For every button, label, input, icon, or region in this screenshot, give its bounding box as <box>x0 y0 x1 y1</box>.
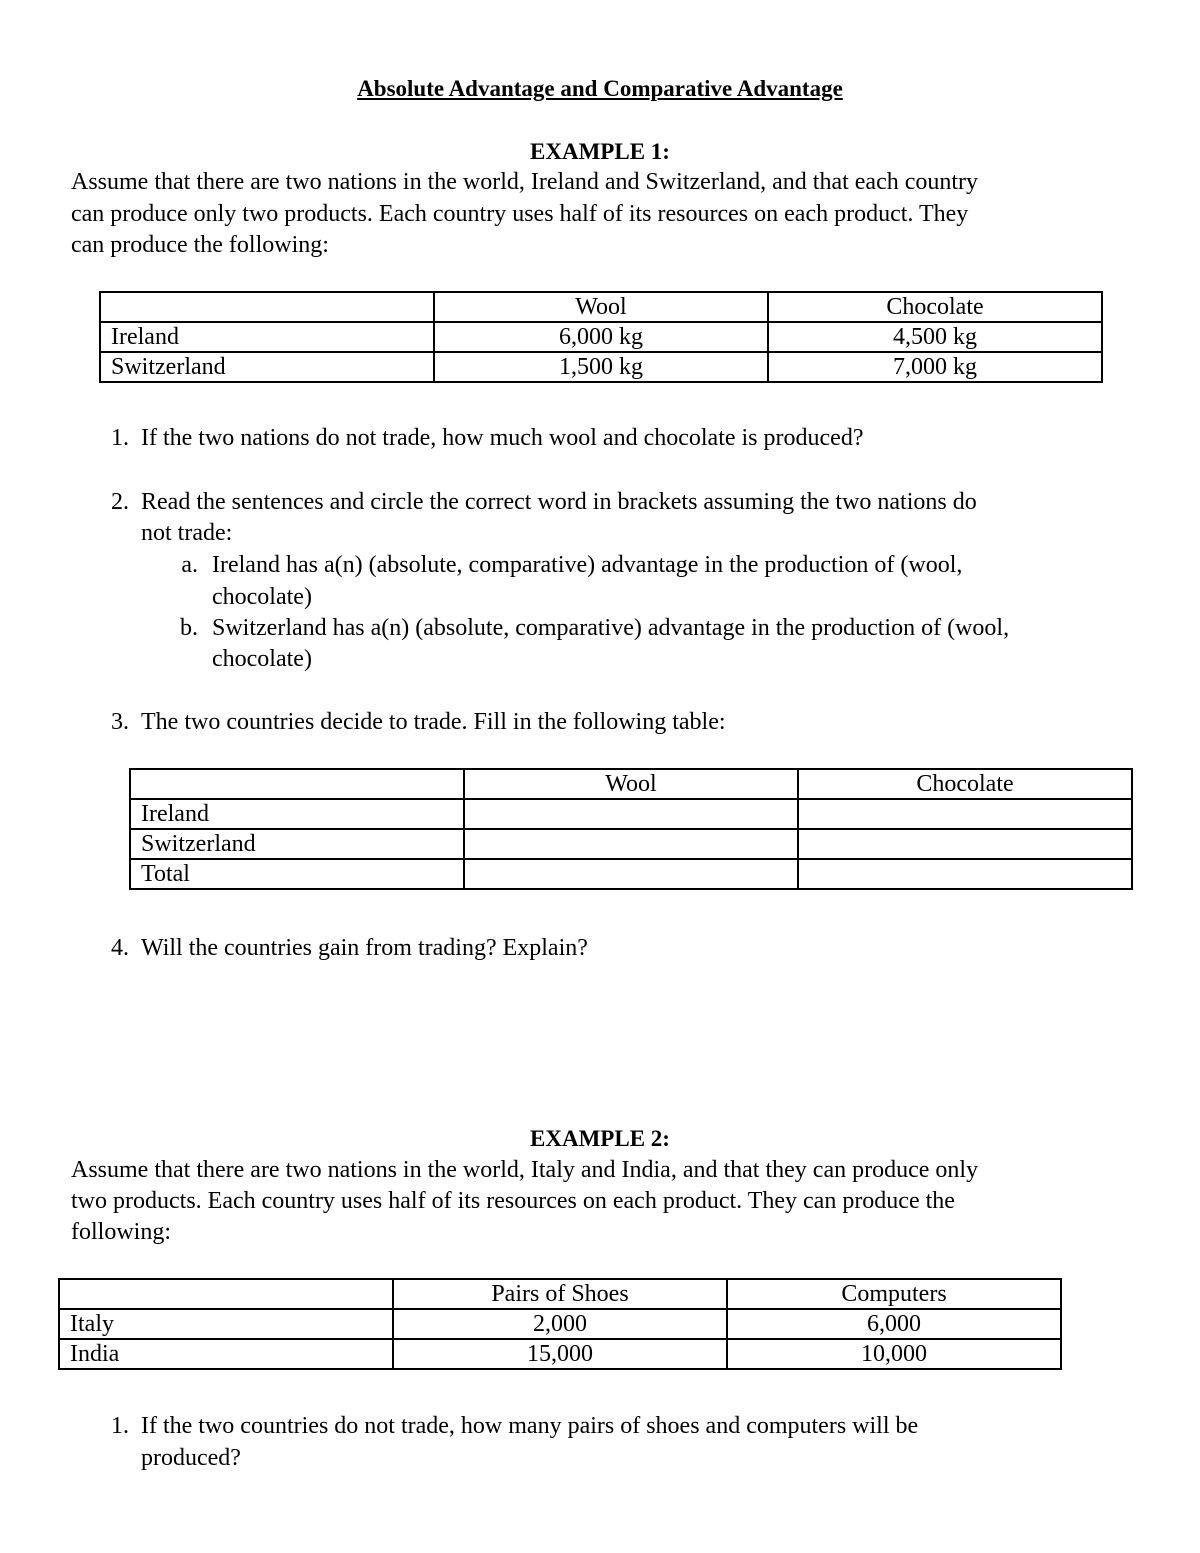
question-number: 1. <box>111 425 129 451</box>
table-cell: 6,000 <box>727 1309 1061 1339</box>
table-corner-cell <box>59 1279 393 1309</box>
table-cell: 7,000 kg <box>768 352 1102 382</box>
table-cell: 6,000 kg <box>434 322 768 352</box>
table-cell: 1,500 kg <box>434 352 768 382</box>
subquestion-text: Ireland has a(n) (absolute, comparative) advantage in the production of (wool, <box>212 552 963 578</box>
question-2 <box>101 487 977 518</box>
table-cell: 10,000 <box>727 1339 1061 1369</box>
blank-cell <box>798 859 1132 889</box>
example-2-intro-line-2: two products. Each country uses half of its resources on each product. They can produce the <box>71 1188 955 1214</box>
column-header-wool: Wool <box>434 292 768 322</box>
example-2-heading: EXAMPLE 2: <box>530 1126 670 1151</box>
question-number: 1. <box>111 1413 129 1439</box>
table-header-row <box>130 769 1132 799</box>
blank-cell <box>798 829 1132 859</box>
table-cell: 4,500 kg <box>768 322 1102 352</box>
table-header-row <box>59 1279 1061 1309</box>
blank-cell <box>464 799 798 829</box>
example-2-question-1 <box>101 1411 918 1442</box>
row-label-ireland: Ireland <box>130 799 464 829</box>
table-row <box>100 352 1102 382</box>
production-table-2 <box>58 1278 1062 1370</box>
page-title: Absolute Advantage and Comparative Advantage <box>357 76 843 101</box>
blank-cell <box>798 799 1132 829</box>
example-1-intro-line-3: can produce the following: <box>71 232 329 258</box>
question-2b-continuation: chocolate) <box>212 646 312 672</box>
question-4 <box>101 933 588 964</box>
subquestion-text: Switzerland has a(n) (absolute, comparative) advantage in the production of (wool, <box>212 615 1010 641</box>
question-3 <box>101 707 726 738</box>
question-text: Read the sentences and circle the correct word in brackets assuming the two nations do <box>141 489 977 515</box>
column-header-shoes: Pairs of Shoes <box>393 1279 727 1309</box>
question-1 <box>101 423 863 454</box>
question-2-continuation: not trade: <box>141 520 233 546</box>
question-number: 4. <box>111 935 129 961</box>
question-2a <box>174 550 962 581</box>
subquestion-letter: a. <box>181 552 198 578</box>
column-header-chocolate: Chocolate <box>768 292 1102 322</box>
row-label-india: India <box>59 1339 393 1369</box>
example-2-intro-line-1: Assume that there are two nations in the world, Italy and India, and that they can produce only <box>71 1157 979 1183</box>
blank-cell <box>464 829 798 859</box>
table-header-row <box>100 292 1102 322</box>
example-2-intro-line-3: following: <box>71 1219 171 1245</box>
table-corner-cell <box>100 292 434 322</box>
trade-fill-in-table <box>129 768 1133 890</box>
table-row <box>100 322 1102 352</box>
question-2b <box>174 613 1009 644</box>
row-label-italy: Italy <box>59 1309 393 1339</box>
question-number: 2. <box>111 489 129 515</box>
question-2a-continuation: chocolate) <box>212 584 312 610</box>
table-row <box>130 859 1132 889</box>
blank-cell <box>464 859 798 889</box>
table-row <box>59 1339 1061 1369</box>
column-header-computers: Computers <box>727 1279 1061 1309</box>
row-label-switzerland: Switzerland <box>130 829 464 859</box>
example-1-heading: EXAMPLE 1: <box>530 139 670 164</box>
question-text: Will the countries gain from trading? Explain? <box>141 935 588 961</box>
example-2-question-1-continuation: produced? <box>141 1445 241 1471</box>
production-table-1 <box>99 291 1103 383</box>
example-1-intro-line-1: Assume that there are two nations in the world, Ireland and Switzerland, and that each country <box>71 169 979 195</box>
table-row <box>130 829 1132 859</box>
question-text: If the two countries do not trade, how many pairs of shoes and computers will be <box>141 1413 919 1439</box>
subquestion-letter: b. <box>180 615 198 641</box>
table-cell: 2,000 <box>393 1309 727 1339</box>
row-label-total: Total <box>130 859 464 889</box>
example-1-intro-line-2: can produce only two products. Each country uses half of its resources on each product. They <box>71 201 969 227</box>
column-header-wool: Wool <box>464 769 798 799</box>
row-label-switzerland: Switzerland <box>100 352 434 382</box>
column-header-chocolate: Chocolate <box>798 769 1132 799</box>
question-text: The two countries decide to trade. Fill in the following table: <box>141 709 726 735</box>
row-label-ireland: Ireland <box>100 322 434 352</box>
question-text: If the two nations do not trade, how much wool and chocolate is produced? <box>141 425 864 451</box>
table-row <box>130 799 1132 829</box>
question-number: 3. <box>111 709 129 735</box>
table-row <box>59 1309 1061 1339</box>
table-corner-cell <box>130 769 464 799</box>
table-cell: 15,000 <box>393 1339 727 1369</box>
